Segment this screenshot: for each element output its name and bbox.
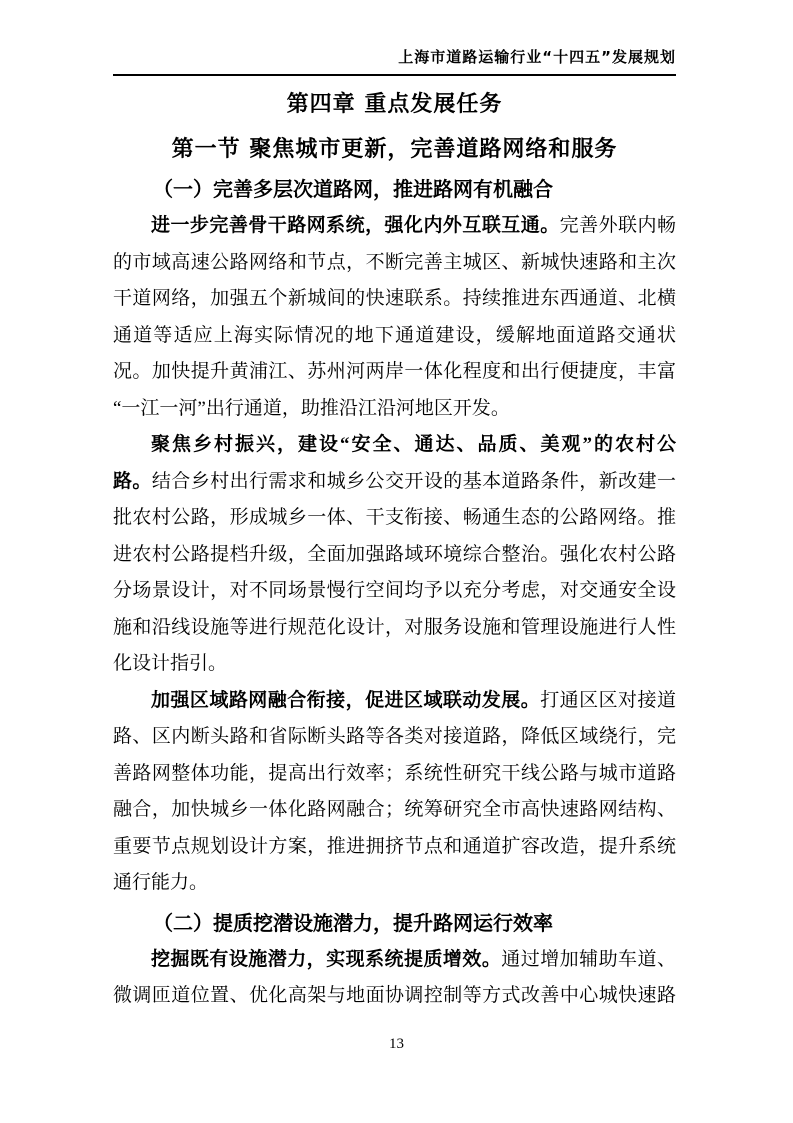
- body-text: 的市域高速公路网络和节点，不断完善主城区、新城快速路和主次: [113, 251, 676, 273]
- text-line: [113, 537, 676, 574]
- text-line: [113, 391, 676, 428]
- paragraph: [113, 942, 676, 1015]
- body-text: 通道等适应上海实际情况的地下通道建设，缓解地面道路交通状: [113, 324, 676, 346]
- paragraph: [113, 208, 676, 427]
- body-text: 打通区区对接道: [540, 689, 676, 711]
- text-line: [113, 500, 676, 537]
- blocks-container: [113, 171, 676, 1015]
- body-text: 干道网络，加强五个新城间的快速联系。持续推进东西通道、北横: [113, 288, 676, 309]
- text-line: [113, 942, 676, 979]
- text-line: [113, 281, 676, 318]
- text-line: [113, 646, 676, 683]
- text-line: [113, 756, 676, 793]
- body-text: 通过增加辅助车道、: [501, 948, 676, 970]
- body-text: 通行能力。: [113, 872, 209, 893]
- paragraph: [113, 427, 676, 683]
- document-body: [113, 76, 676, 1015]
- text-line: [113, 792, 676, 829]
- body-text: 批农村公路，形成城乡一体、干支衔接、畅通生态的公路网络。推: [113, 507, 676, 528]
- text-line: [113, 573, 676, 610]
- running-header-title: 上海市道路运输行业“十四五”发展规划: [398, 48, 676, 66]
- subsection-heading: （一）完善多层次道路网，推进路网有机融合: [153, 177, 553, 201]
- text-line: [113, 318, 676, 355]
- body-text: “一江一河”出行通道，助推沿江沿河地区开发。: [113, 397, 510, 419]
- text-line: [113, 208, 676, 245]
- text-line: [113, 354, 676, 391]
- body-text: 化设计指引。: [113, 653, 228, 674]
- body-text: 施和沿线设施等进行规范化设计，对服务设施和管理设施进行人性: [113, 616, 676, 638]
- body-text: 融合，加快城乡一体化路网融合；统筹研究全市高快速路网结构、: [113, 799, 676, 820]
- bold-lead-text: 挖掘既有设施潜力，实现系统提质增效。: [151, 948, 502, 970]
- text-line: [113, 865, 676, 902]
- body-text: 微调匝道位置、优化高架与地面协调控制等方式改善中心城快速路: [113, 985, 676, 1006]
- body-text: 完善外联内畅: [559, 215, 676, 236]
- bold-lead-text: 聚焦乡村振兴，建设“安全、通达、品质、美观”的农村公: [151, 434, 676, 455]
- body-text: 况。加快提升黄浦江、苏州河两岸一体化程度和出行便捷度，丰富: [113, 361, 676, 382]
- text-line: [113, 978, 676, 1015]
- subsection-heading: （二）提质挖潜设施潜力，提升路网运行效率: [153, 910, 553, 935]
- text-line: [113, 464, 676, 501]
- text-line: [113, 427, 676, 464]
- page-number: 13: [389, 1036, 404, 1052]
- body-text: 结合乡村出行需求和城乡公交开设的基本道路条件，新改建一: [151, 470, 676, 492]
- bold-lead-text: 路。: [113, 470, 152, 492]
- text-line: [113, 719, 676, 756]
- body-text: 重要节点规划设计方案，推进拥挤节点和通道扩容改造，提升系统: [113, 835, 676, 857]
- text-line: [113, 683, 676, 720]
- paragraph: [113, 683, 676, 902]
- text-line: [113, 829, 676, 866]
- body-text: 路、区内断头路和省际断头路等各类对接道路，降低区域绕行，完: [113, 726, 676, 747]
- body-text: 善路网整体功能，提高出行效率；系统性研究干线公路与城市道路: [113, 762, 676, 784]
- bold-lead-text: 加强区域路网融合衔接，促进区域联动发展。: [151, 689, 541, 711]
- body-text: 分场景设计，对不同场景慢行空间均予以充分考虑，对交通安全设: [113, 580, 676, 601]
- text-line: [113, 610, 676, 647]
- chapter-title: 第四章 重点发展任务: [286, 92, 503, 117]
- text-line: [113, 245, 676, 282]
- bold-lead-text: 进一步完善骨干路网系统，强化内外互联互通。: [151, 215, 560, 236]
- running-header: [113, 46, 676, 67]
- body-text: 进农村公路提档升级，全面加强路域环境综合整治。强化农村公路: [113, 543, 676, 565]
- section-title: 第一节 聚焦城市更新，完善道路网络和服务: [171, 137, 618, 162]
- page-footer: [0, 1036, 793, 1053]
